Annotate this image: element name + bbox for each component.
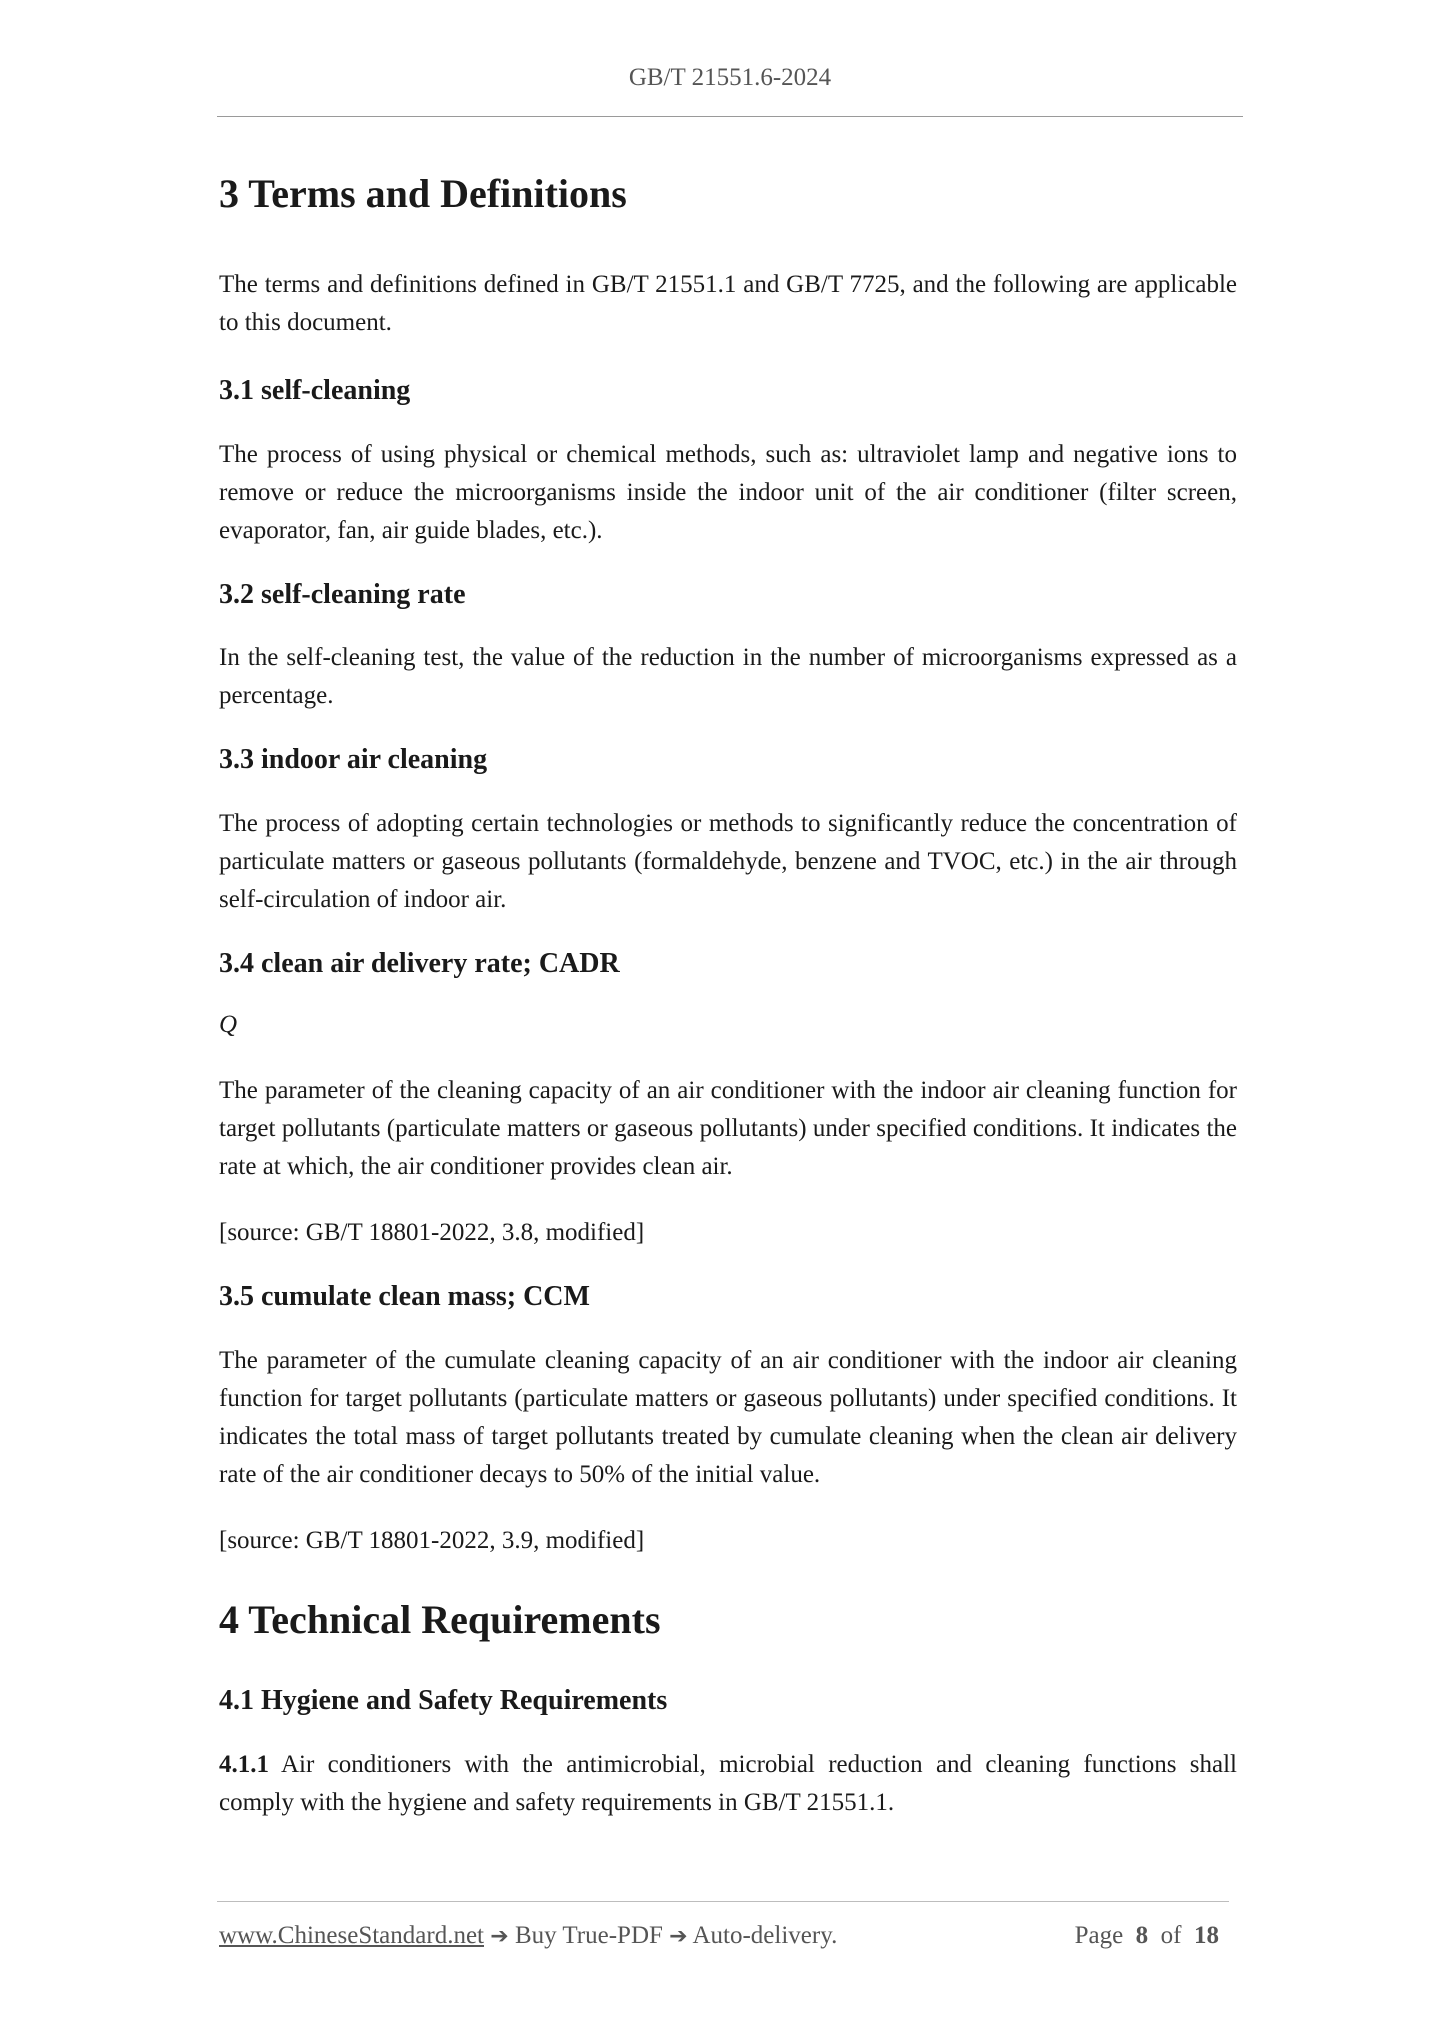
footer-promo (219, 1922, 837, 1950)
footer-rule (217, 1901, 1229, 1902)
of-label: of (1160, 1922, 1182, 1949)
term-3-2-heading: 3.2 self-cleaning rate (219, 578, 466, 610)
footer-buy-text: Buy True-PDF (514, 1922, 663, 1949)
clause-4-1-1-number: 4.1.1 (219, 1750, 269, 1778)
clause-4-1-heading: 4.1 Hygiene and Safety Requirements (219, 1684, 668, 1716)
clause-4-1-1 (219, 1746, 1237, 1822)
page-number (1075, 1922, 1219, 1950)
current-page: 8 (1135, 1922, 1149, 1949)
footer-delivery-text: Auto-delivery. (692, 1922, 838, 1949)
term-3-1-body: The process of using physical or chemical methods, such as: ultraviolet lamp and negative ions to remove or reduce the microorganisms inside the indoor unit of the air conditioner (filter screen, evaporator, fan, air guide blades, etc.). (219, 440, 1237, 544)
term-3-5-body: The parameter of the cumulate cleaning capacity of an air conditioner with the indoor air cleaning function for target pollutants (particulate matters or gaseous pollutants) under specified conditions. It indicates the total mass of target pollutants treated by cumulate cleaning when the clean air delivery rate of the air conditioner decays to 50% of the initial value. (219, 1346, 1237, 1488)
right-arrow-icon: ➔ (669, 1924, 688, 1949)
term-3-2-body: In the self-cleaning test, the value of the reduction in the number of microorganisms expressed as a percentage. (219, 644, 1237, 710)
page-label: Page (1074, 1922, 1124, 1949)
section-3-heading: 3 Terms and Definitions (219, 171, 627, 216)
term-3-4-symbol: Q (219, 1011, 238, 1039)
term-3-4-heading: 3.4 clean air delivery rate; CADR (219, 947, 620, 979)
footer-site-link[interactable]: www.ChineseStandard.net (219, 1922, 484, 1949)
term-3-5-source: [source: GB/T 18801-2022, 3.9, modified] (219, 1526, 645, 1554)
term-3-4-source: [source: GB/T 18801-2022, 3.8, modified] (219, 1219, 645, 1247)
page-content (219, 170, 1237, 1822)
section-4-heading: 4 Technical Requirements (219, 1596, 661, 1642)
total-pages: 18 (1194, 1922, 1219, 1949)
clause-4-1-1-body: Air conditioners with the antimicrobial, microbial reduction and cleaning functions shall comply with the hygiene and safety requirements in GB/T 21551.1. (219, 1750, 1238, 1816)
term-3-5-heading: 3.5 cumulate clean mass; CCM (219, 1281, 590, 1313)
term-3-1-heading: 3.1 self-cleaning (219, 375, 411, 406)
header-rule (217, 116, 1243, 117)
term-3-3-body: The process of adopting certain technologies or methods to significantly reduce the concentration of particulate matters or gaseous pollutants (formaldehyde, benzene and TVOC, etc.) in the air through self-circulation of indoor air. (219, 809, 1237, 913)
section-3-intro: The terms and definitions defined in GB/T 21551.1 and GB/T 7725, and the following are applicable to this document. (219, 271, 1237, 336)
running-header: GB/T 21551.6-2024 (628, 64, 832, 91)
term-3-4-body: The parameter of the cleaning capacity of an air conditioner with the indoor air cleaning function for target pollutants (particulate matters or gaseous pollutants) under specified conditions. It indicates the rate at which, the air conditioner provides clean air. (219, 1077, 1237, 1181)
term-3-3-heading: 3.3 indoor air cleaning (219, 744, 488, 776)
right-arrow-icon: ➔ (490, 1924, 509, 1949)
